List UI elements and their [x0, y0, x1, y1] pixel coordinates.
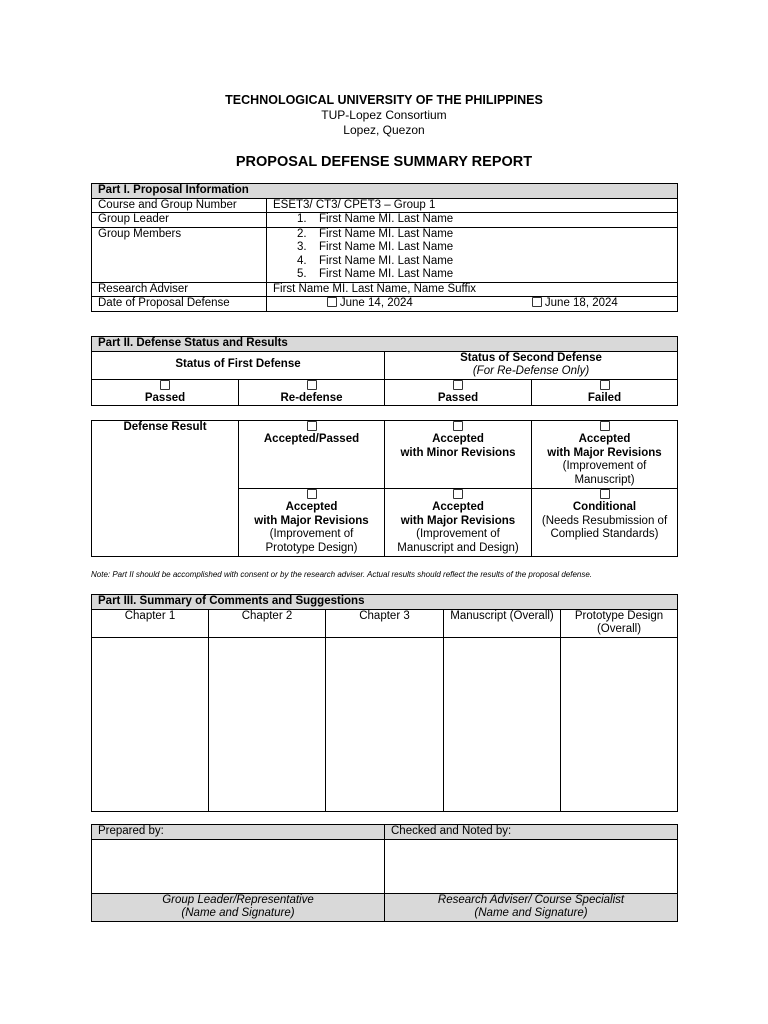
- checkbox-icon[interactable]: [307, 421, 317, 431]
- list-item: 3. First Name MI. Last Name: [297, 241, 454, 253]
- checkbox-icon[interactable]: [327, 297, 337, 307]
- course-value[interactable]: ESET3/ CT3/ CPET3 – Group 1: [267, 198, 678, 213]
- checked-by-label: Checked and Noted by:: [385, 825, 678, 840]
- members-cell: [267, 227, 678, 282]
- date-option-2[interactable]: June 18, 2024: [473, 297, 678, 312]
- defense-result-label: Defense Result: [92, 421, 239, 557]
- checkbox-icon[interactable]: [600, 489, 610, 499]
- member-name[interactable]: First Name MI. Last Name: [319, 254, 454, 267]
- prepared-by-label: Prepared by:: [92, 825, 385, 840]
- member-name[interactable]: First Name MI. Last Name: [319, 268, 454, 280]
- leader-number: 1.: [297, 213, 307, 225]
- checkbox-icon[interactable]: [307, 489, 317, 499]
- prepared-signature-area[interactable]: [92, 839, 385, 893]
- status-passed-second[interactable]: Passed: [385, 379, 532, 406]
- members-label: Group Members: [92, 227, 267, 282]
- comments-prototype[interactable]: [561, 637, 678, 811]
- checkbox-icon[interactable]: [160, 380, 170, 390]
- course-label: Course and Group Number: [92, 198, 267, 213]
- col-prototype: Prototype Design (Overall): [561, 609, 678, 637]
- checkbox-icon[interactable]: [600, 421, 610, 431]
- checkbox-icon[interactable]: [307, 380, 317, 390]
- document-header: [0, 92, 768, 170]
- leader-cell: [267, 213, 678, 228]
- campus-name: TUP-Lopez Consortium: [321, 108, 447, 122]
- col-chapter-1: Chapter 1: [92, 609, 209, 637]
- signature-table: [91, 824, 678, 922]
- list-item: 5. First Name MI. Last Name: [297, 268, 454, 280]
- date-label: Date of Proposal Defense: [92, 297, 267, 312]
- members-list: [273, 228, 671, 282]
- result-conditional[interactable]: Conditional (Needs Resubmission of Complied Standards): [532, 489, 678, 557]
- adviser-label: Research Adviser: [92, 282, 267, 297]
- member-name[interactable]: First Name MI. Last Name: [319, 241, 454, 253]
- campus-location: Lopez, Quezon: [343, 123, 425, 137]
- result-minor-revisions[interactable]: Accepted with Minor Revisions: [385, 421, 532, 489]
- comments-chapter-1[interactable]: [92, 637, 209, 811]
- defense-result-table: [91, 420, 678, 557]
- part1-table: [91, 183, 678, 312]
- date-option-1[interactable]: June 14, 2024: [267, 297, 473, 312]
- result-major-prototype[interactable]: Accepted with Major Revisions (Improvement of Prototype Design): [239, 489, 385, 557]
- checked-signature-area[interactable]: [385, 839, 678, 893]
- university-name: TECHNOLOGICAL UNIVERSITY OF THE PHILIPPINES: [225, 93, 543, 107]
- first-defense-header: Status of First Defense: [92, 351, 385, 379]
- list-item: 4. First Name MI. Last Name: [297, 254, 454, 267]
- list-item: 2. First Name MI. Last Name: [297, 227, 454, 240]
- status-passed-first[interactable]: Passed: [92, 379, 239, 406]
- member-name[interactable]: First Name MI. Last Name: [319, 227, 454, 240]
- checkbox-icon[interactable]: [453, 489, 463, 499]
- checkbox-icon[interactable]: [532, 297, 542, 307]
- second-defense-note: (For Re-Defense Only): [472, 365, 590, 377]
- leader-value[interactable]: First Name MI. Last Name: [319, 213, 454, 225]
- report-title: PROPOSAL DEFENSE SUMMARY REPORT: [235, 154, 533, 170]
- comments-chapter-2[interactable]: [209, 637, 326, 811]
- adviser-value[interactable]: First Name MI. Last Name, Name Suffix: [267, 282, 678, 297]
- result-accepted-passed[interactable]: Accepted/Passed: [239, 421, 385, 489]
- result-major-manuscript-design[interactable]: Accepted with Major Revisions (Improvement of Manuscript and Design): [385, 489, 532, 557]
- col-chapter-3: Chapter 3: [326, 609, 444, 637]
- comments-manuscript[interactable]: [444, 637, 561, 811]
- status-failed[interactable]: Failed: [532, 379, 678, 406]
- checkbox-icon[interactable]: [453, 380, 463, 390]
- part3-table: [91, 594, 678, 812]
- checkbox-icon[interactable]: [600, 380, 610, 390]
- leader-label: Group Leader: [92, 213, 267, 228]
- part2-status-table: [91, 336, 678, 406]
- col-manuscript: Manuscript (Overall): [444, 609, 561, 637]
- second-defense-header: Status of Second Defense (For Re-Defense Only): [385, 351, 678, 379]
- checked-role: Research Adviser/ Course Specialist (Name and Signature): [385, 893, 678, 921]
- part1-heading: Part I. Proposal Information: [92, 184, 678, 199]
- comments-chapter-3[interactable]: [326, 637, 444, 811]
- prepared-role: Group Leader/Representative (Name and Signature): [92, 893, 385, 921]
- status-redefense[interactable]: Re-defense: [239, 379, 385, 406]
- part2-heading: Part II. Defense Status and Results: [92, 337, 678, 352]
- part2-note: Note: Part II should be accomplished with consent or by the research adviser. Actual results should reflect the results of the proposal defense.: [91, 570, 593, 579]
- part3-heading: Part III. Summary of Comments and Suggestions: [92, 595, 678, 610]
- checkbox-icon[interactable]: [453, 421, 463, 431]
- result-major-manuscript[interactable]: Accepted with Major Revisions (Improvement of Manuscript): [532, 421, 678, 489]
- col-chapter-2: Chapter 2: [209, 609, 326, 637]
